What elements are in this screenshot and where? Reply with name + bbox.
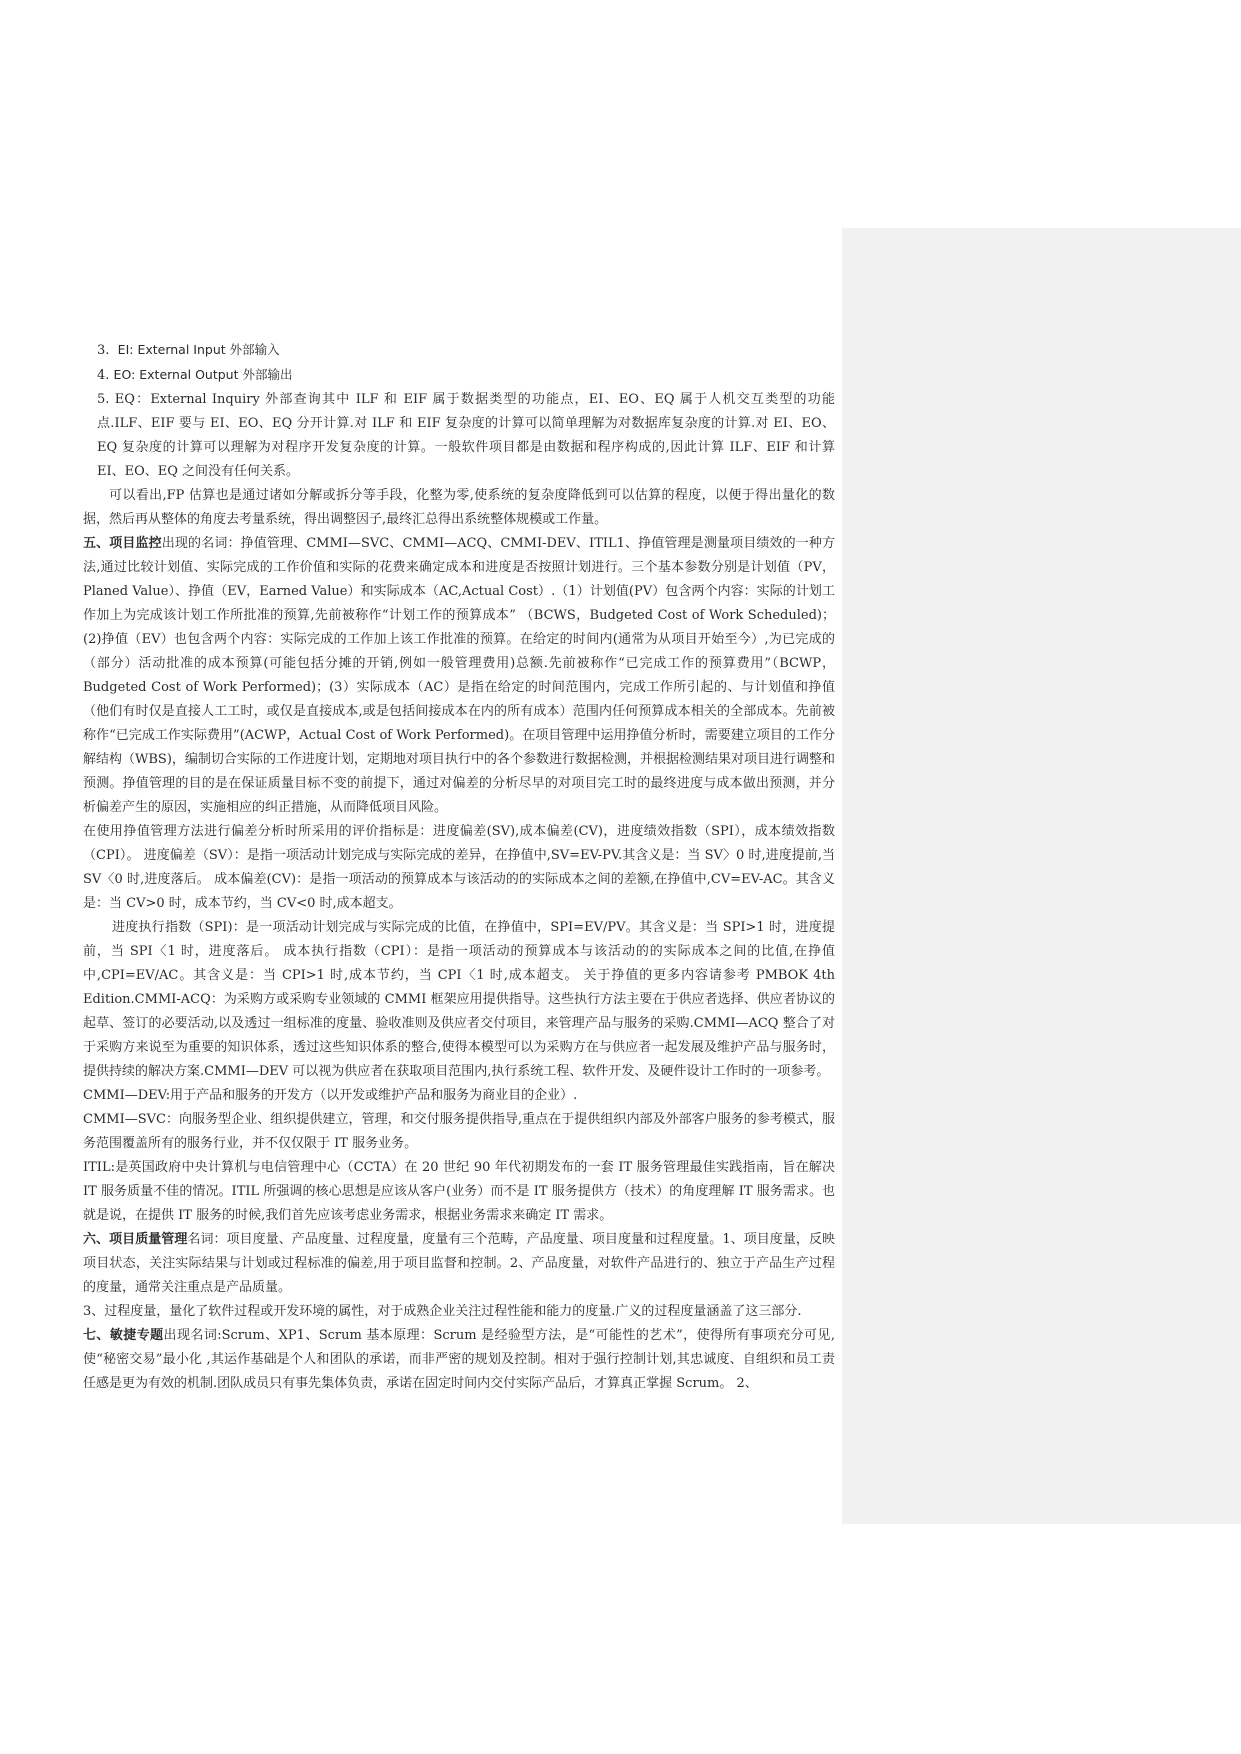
document-body	[83, 338, 835, 1396]
section-heading: 六、项目质量管理	[83, 1232, 188, 1247]
list-item-eo: 4. EO: External Output 外部输出	[97, 367, 293, 383]
paragraph-cmmi-dev: CMMI—DEV:用于产品和服务的开发方（以开发或维护产品和服务为商业目的企业）.	[83, 1088, 578, 1103]
paragraph-indicators: 在使用挣值管理方法进行偏差分析时所采用的评价指标是：进度偏差(SV),成本偏差(CV)，进度绩效指数（SPI），成本绩效指数（CPI）。 进度偏差（SV）：是指一项活动计划完成与实际完成的差异，在挣值中,SV=EV-PV.其含义是：当 SV〉0 时,进度提前,当 SV〈0 时,进度落后。 成本偏差(CV)：是指一项活动的预算成本与该活动的的实际成本之间的差额,在挣值中,CV=EV-AC。其含义是：当 CV>0 时，成本节约，当 CV<0 时,成本超支。	[83, 824, 835, 911]
list-item-eq: 5. EQ：External Inquiry 外部查询其中 ILF 和 EIF 属于数据类型的功能点，EI、EO、EQ 属于人机交互类型的功能点.ILF、EIF 要与 EI、EO、EQ 分开计算.对 ILF 和 EIF 复杂度的计算可以简单理解为对数据库复杂度的计算.对 EI、EO、EQ 复杂度的计算可以理解为对程序开发复杂度的计算。一般软件项目都是由数据和程序构成的,因此计算 ILF、EIF 和计算 EI、EO、EQ 之间没有任何关系。	[97, 392, 835, 479]
section-project-monitoring: 五、项目监控出现的名词：挣值管理、CMMI—SVC、CMMI—ACQ、CMMI-DEV、ITIL1、挣值管理是测量项目绩效的一种方法,通过比较计划值、实际完成的工作价值和实际的花费来确定成本和进度是否按照计划进行。三个基本参数分别是计划值（PV，Planed Value）、挣值（EV，Earned Value）和实际成本（AC,Actual Cost）.（1）计划值(PV）包含两个内容：实际的计划工作加上为完成该计划工作所批准的预算,先前被称作“计划工作的预算成本” （BCWS，Budgeted Cost of Work Scheduled)；(2)挣值（EV）也包含两个内容：实际完成的工作加上该工作批准的预算。在给定的时间内(通常为从项目开始至今）,为已完成的（部分）活动批准的成本预算(可能包括分摊的开销,例如一般管理费用)总额.先前被称作“已完成工作的预算费用”（BCWP，Budgeted Cost of Work Performed)；(3）实际成本（AC）是指在给定的时间范围内，完成工作所引起的、与计划值和挣值（他们有时仅是直接人工工时，或仅是直接成本,或是包括间接成本在内的所有成本）范围内任何预算成本相关的全部成本。先前被称作“已完成工作实际费用”(ACWP，Actual Cost of Work Performed)。在项目管理中运用挣值分析时，需要建立项目的工作分解结构（WBS)，编制切合实际的工作进度计划，定期地对项目执行中的各个参数进行数据检测，并根据检测结果对项目进行调整和预测。挣值管理的目的是在保证质量目标不变的前提下，通过对偏差的分析尽早的对项目完工时的最终进度与成本做出预测，并分析偏差产生的原因，实施相应的纠正措施，从而降低项目风险。	[83, 536, 835, 815]
paragraph-spi-cpi: 进度执行指数（SPI)：是一项活动计划完成与实际完成的比值，在挣值中，SPI=EV/PV。其含义是：当 SPI>1 时，进度提前，当 SPI〈1 时，进度落后。 成本执行指数（CPI）：是指一项活动的预算成本与该活动的的实际成本之间的比值,在挣值中,CPI=EV/AC。其含义是：当 CPI>1 时,成本节约，当 CPI〈1 时,成本超支。 关于挣值的更多内容请参考 PMBOK 4th Edition.CMMI-ACQ：为采购方或采购专业领域的 CMMI 框架应用提供指导。这些执行方法主要在于供应者选择、供应者协议的起草、签订的必要活动,以及透过一组标准的度量、验收准则及供应者交付项目，来管理产品与服务的采购.CMMI—ACQ 整合了对于采购方来说至为重要的知识体系，透过这些知识体系的整合,使得本模型可以为采购方在与供应者一起发展及维护产品与服务时，提供持续的解决方案.CMMI—DEV 可以视为供应者在获取项目范围内,执行系统工程、软件开发、及硬件设计工作时的一项参考。	[83, 920, 835, 1079]
section-heading: 五、项目监控	[83, 536, 162, 551]
section-quality-management: 六、项目质量管理名词：项目度量、产品度量、过程度量，度量有三个范畴，产品度量、项目度量和过程度量。1、项目度量，反映项目状态，关注实际结果与计划或过程标准的偏差,用于项目监督和控制。2、产品度量，对软件产品进行的、独立于产品生产过程的度量，通常关注重点是产品质量。	[83, 1232, 835, 1295]
paragraph-cmmi-svc: CMMI—SVC：向服务型企业、组织提供建立，管理，和交付服务提供指导,重点在于提供组织内部及外部客户服务的参考模式，服务范围覆盖所有的服务行业，并不仅仅限于 IT 服务业务。	[83, 1112, 835, 1151]
paragraph-itil: ITIL:是英国政府中央计算机与电信管理中心（CCTA）在 20 世纪 90 年代初期发布的一套 IT 服务管理最佳实践指南，旨在解决 IT 服务质量不佳的情况。ITIL 所强调的核心思想是应该从客户(业务）而不是 IT 服务提供方（技术）的角度理解 IT 服务需求。也就是说，在提供 IT 服务的时候,我们首先应该考虑业务需求，根据业务需求来确定 IT 需求。	[83, 1160, 835, 1223]
comment-margin-pane	[842, 228, 1241, 1524]
section-heading: 七、敏捷专题	[83, 1328, 164, 1343]
section-agile: 七、敏捷专题出现名词:Scrum、XP1、Scrum 基本原理：Scrum 是经验型方法，是“可能性的艺术”，使得所有事项充分可见,使“秘密交易”最小化 ,其运作基础是个人和团队的承诺，而非严密的规划及控制。相对于强行控制计划,其忠诚度、自组织和员工责任感是更为有效的机制.团队成员只有事先集体负责，承诺在固定时间内交付实际产品后，才算真正掌握 Scrum。 2、	[83, 1328, 835, 1391]
paragraph-fp-estimate: 可以看出,FP 估算也是通过诸如分解或拆分等手段，化整为零,使系统的复杂度降低到可以估算的程度，以便于得出量化的数据，然后再从整体的角度去考量系统，得出调整因子,最终汇总得出系统整体规模或工作量。	[83, 488, 835, 527]
list-item-ei: 3. EI: External Input 外部输入	[97, 342, 280, 358]
paragraph-process-metrics: 3、过程度量，量化了软件过程或开发环境的属性，对于成熟企业关注过程性能和能力的度量.广义的过程度量涵盖了这三部分.	[83, 1304, 802, 1319]
